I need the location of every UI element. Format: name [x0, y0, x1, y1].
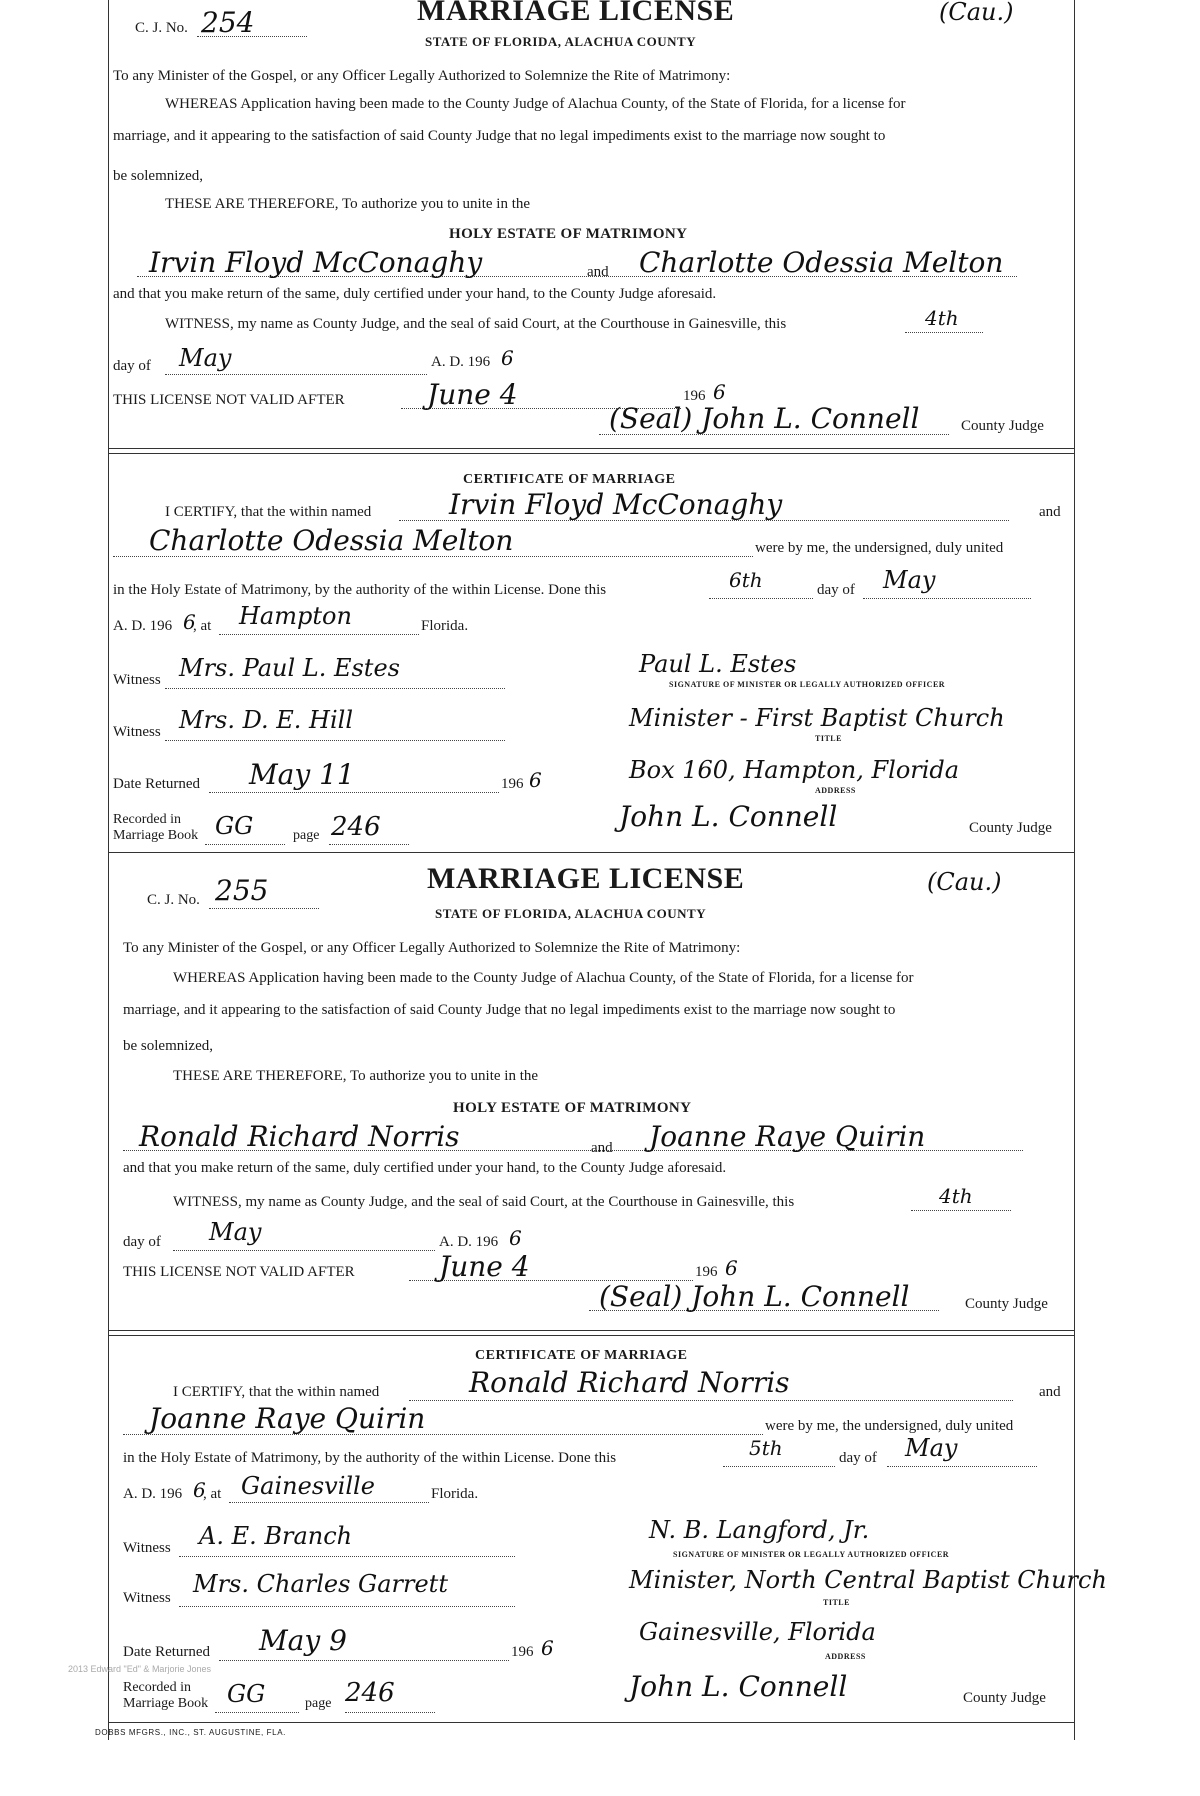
ad-label: A. D. 196	[123, 1486, 183, 1502]
license-title: MARRIAGE LICENSE	[417, 0, 735, 27]
florida-label: Florida.	[421, 618, 469, 634]
officer-title: Minister, North Central Baptist Church	[629, 1566, 1107, 1594]
page-label: page	[305, 1696, 332, 1711]
address-caption: ADDRESS	[825, 1652, 866, 1661]
title-caption: TITLE	[815, 734, 842, 743]
officer-address: Box 160, Hampton, Florida	[629, 756, 960, 784]
at-label: , at	[203, 1486, 222, 1502]
recorded-label-2: Marriage Book	[113, 828, 199, 843]
witness-2: Mrs. D. E. Hill	[179, 706, 353, 734]
license-subtitle: STATE OF FLORIDA, ALACHUA COUNTY	[435, 906, 707, 921]
printer-imprint: DOBBS MFGRS., INC., ST. AUGUSTINE, FLA.	[95, 1728, 286, 1737]
return-line: and that you make return of the same, duly certified under your hand, to the County Judge aforesaid.	[113, 286, 717, 302]
bride-name: Charlotte Odessia Melton	[149, 524, 514, 557]
holy-text: in the Holy Estate of Matrimony, by the authority of the within License. Done this	[123, 1450, 617, 1466]
day-of-label: day of	[839, 1450, 877, 1466]
date-returned-label: Date Returned	[123, 1644, 211, 1660]
divider	[109, 1335, 1074, 1336]
witness-line: WITNESS, my name as County Judge, and the seal of said Court, at the Courthouse in Gainesville, this	[165, 316, 787, 332]
judge-title: County Judge	[963, 1690, 1046, 1706]
witness-label: Witness	[113, 672, 161, 688]
florida-label: Florida.	[431, 1486, 479, 1502]
ad-label: A. D. 196	[439, 1234, 499, 1250]
page-number: 246	[345, 1678, 395, 1708]
place: Gainesville	[241, 1472, 375, 1500]
holy-text: in the Holy Estate of Matrimony, by the authority of the within License. Done this	[113, 582, 607, 598]
return-line: and that you make return of the same, duly certified under your hand, to the County Judge aforesaid.	[123, 1160, 727, 1176]
certificate-heading: CERTIFICATE OF MARRIAGE	[475, 1348, 688, 1363]
done-month: May	[883, 566, 936, 594]
date-returned-year-label: 196	[511, 1644, 534, 1660]
not-valid-year-label: 196	[683, 388, 706, 404]
date-returned-year-digit: 6	[541, 1636, 554, 1660]
holy-estate-heading: HOLY ESTATE OF MATRIMONY	[449, 226, 688, 242]
date-returned-label: Date Returned	[113, 776, 201, 792]
bride-name: Joanne Raye Quirin	[149, 1402, 426, 1435]
page-label: page	[293, 828, 320, 843]
whereas-line-1: WHEREAS Application having been made to the County Judge of Alachua County, of the State of Florida, for a license for	[173, 970, 914, 986]
book: GG	[215, 812, 254, 840]
officer-caption: SIGNATURE OF MINISTER OR LEGALLY AUTHORIZED OFFICER	[669, 680, 946, 689]
officer-caption: SIGNATURE OF MINISTER OR LEGALLY AUTHORIZED OFFICER	[673, 1550, 950, 1559]
whereas-line-1: WHEREAS Application having been made to the County Judge of Alachua County, of the State of Florida, for a license for	[165, 96, 906, 112]
whereas-line-3: be solemnized,	[113, 168, 203, 184]
not-valid-year-label: 196	[695, 1264, 718, 1280]
witness-label: Witness	[113, 724, 161, 740]
therefore-line: THESE ARE THEREFORE, To authorize you to unite in the	[173, 1068, 539, 1084]
whereas-line-2: marriage, and it appearing to the satisfaction of said County Judge that no legal impediments exist to the marriage now sought to	[123, 1002, 896, 1018]
judge-title: County Judge	[969, 820, 1052, 836]
cj-number: 254	[201, 6, 255, 39]
month: May	[179, 344, 232, 372]
judge-signature: John L. Connell	[629, 1670, 848, 1703]
year-digit: 6	[501, 346, 514, 370]
divider	[109, 453, 1074, 454]
day-of-label: day of	[113, 358, 151, 374]
were-united-text: were by me, the undersigned, duly united	[765, 1418, 1014, 1434]
witness-2: Mrs. Charles Garrett	[193, 1570, 448, 1598]
year-digit: 6	[183, 610, 196, 634]
day-of-label: day of	[817, 582, 855, 598]
year-digit: 6	[193, 1478, 206, 1502]
recorded-label-1: Recorded in	[123, 1680, 192, 1695]
license-subtitle: STATE OF FLORIDA, ALACHUA COUNTY	[425, 34, 697, 49]
ad-label: A. D. 196	[113, 618, 173, 634]
cj-label: C. J. No.	[135, 20, 188, 36]
not-valid-date: June 4	[427, 378, 518, 411]
and-label: and	[587, 264, 609, 280]
divider	[109, 1330, 1074, 1331]
address-line: To any Minister of the Gospel, or any Officer Legally Authorized to Solemnize the Rite of Matrimony:	[113, 68, 731, 84]
ad-label: A. D. 196	[431, 354, 491, 370]
watermark: 2013 Edward "Ed" & Marjorie Jones	[68, 1664, 211, 1674]
cj-label: C. J. No.	[147, 892, 200, 908]
officer-signature: Paul L. Estes	[639, 650, 797, 678]
bride-name: Charlotte Odessia Melton	[639, 246, 1004, 279]
groom-name: Ronald Richard Norris	[139, 1120, 460, 1153]
not-valid-label: THIS LICENSE NOT VALID AFTER	[113, 392, 345, 408]
bride-name: Joanne Raye Quirin	[649, 1120, 926, 1153]
officer-address: Gainesville, Florida	[639, 1618, 876, 1646]
witness-1: A. E. Branch	[199, 1522, 353, 1550]
witness-label: Witness	[123, 1590, 171, 1606]
witness-line: WITNESS, my name as County Judge, and the seal of said Court, at the Courthouse in Gainesville, this	[173, 1194, 795, 1210]
page-number: 246	[331, 812, 381, 842]
whereas-line-2: marriage, and it appearing to the satisfaction of said County Judge that no legal impediments exist to the marriage now sought to	[113, 128, 886, 144]
not-valid-date: June 4	[439, 1250, 530, 1283]
cj-number: 255	[215, 874, 269, 907]
judge-signature: (Seal) John L. Connell	[599, 1280, 910, 1313]
certify-label: I CERTIFY, that the within named	[173, 1384, 380, 1400]
groom-name: Irvin Floyd McConaghy	[149, 246, 483, 279]
therefore-line: THESE ARE THEREFORE, To authorize you to unite in the	[165, 196, 531, 212]
and-label: and	[591, 1140, 613, 1156]
judge-title: County Judge	[961, 418, 1044, 434]
whereas-line-3: be solemnized,	[123, 1038, 213, 1054]
date-returned: May 9	[259, 1624, 347, 1657]
and-label: and	[1039, 504, 1061, 520]
at-label: , at	[193, 618, 212, 634]
witness-day: 4th	[925, 306, 959, 330]
year-digit: 6	[509, 1226, 522, 1250]
certificate-heading: CERTIFICATE OF MARRIAGE	[463, 472, 676, 487]
recorded-label-2: Marriage Book	[123, 1696, 209, 1711]
not-valid-year-digit: 6	[725, 1256, 738, 1280]
done-month: May	[905, 1434, 958, 1462]
judge-title: County Judge	[965, 1296, 1048, 1312]
license-title: MARRIAGE LICENSE	[427, 862, 745, 895]
license-page	[95, 0, 1107, 1740]
annotation: (Cau.)	[939, 0, 1014, 26]
groom-name: Ronald Richard Norris	[469, 1366, 790, 1399]
holy-estate-heading: HOLY ESTATE OF MATRIMONY	[453, 1100, 692, 1116]
judge-signature: John L. Connell	[619, 800, 838, 833]
address-caption: ADDRESS	[815, 786, 856, 795]
officer-title: Minister - First Baptist Church	[629, 704, 1005, 732]
place: Hampton	[239, 602, 352, 630]
were-united-text: were by me, the undersigned, duly united	[755, 540, 1004, 556]
certify-label: I CERTIFY, that the within named	[165, 504, 372, 520]
address-line: To any Minister of the Gospel, or any Officer Legally Authorized to Solemnize the Rite of Matrimony:	[123, 940, 741, 956]
divider	[109, 852, 1074, 853]
recorded-label-1: Recorded in	[113, 812, 182, 827]
not-valid-year-digit: 6	[713, 380, 726, 404]
officer-signature: N. B. Langford, Jr.	[649, 1516, 870, 1544]
date-returned-year-digit: 6	[529, 768, 542, 792]
done-day: 6th	[729, 568, 763, 592]
witness-day: 4th	[939, 1184, 973, 1208]
groom-name: Irvin Floyd McConaghy	[449, 488, 783, 521]
date-returned-year-label: 196	[501, 776, 524, 792]
and-label: and	[1039, 1384, 1061, 1400]
divider	[109, 1722, 1074, 1723]
witness-1: Mrs. Paul L. Estes	[179, 654, 400, 682]
witness-label: Witness	[123, 1540, 171, 1556]
title-caption: TITLE	[823, 1598, 850, 1607]
month: May	[209, 1218, 262, 1246]
date-returned: May 11	[249, 758, 355, 791]
not-valid-label: THIS LICENSE NOT VALID AFTER	[123, 1264, 355, 1280]
annotation: (Cau.)	[927, 868, 1002, 896]
day-of-label: day of	[123, 1234, 161, 1250]
book: GG	[227, 1680, 266, 1708]
divider	[109, 448, 1074, 449]
done-day: 5th	[749, 1436, 783, 1460]
judge-signature: (Seal) John L. Connell	[609, 402, 920, 435]
